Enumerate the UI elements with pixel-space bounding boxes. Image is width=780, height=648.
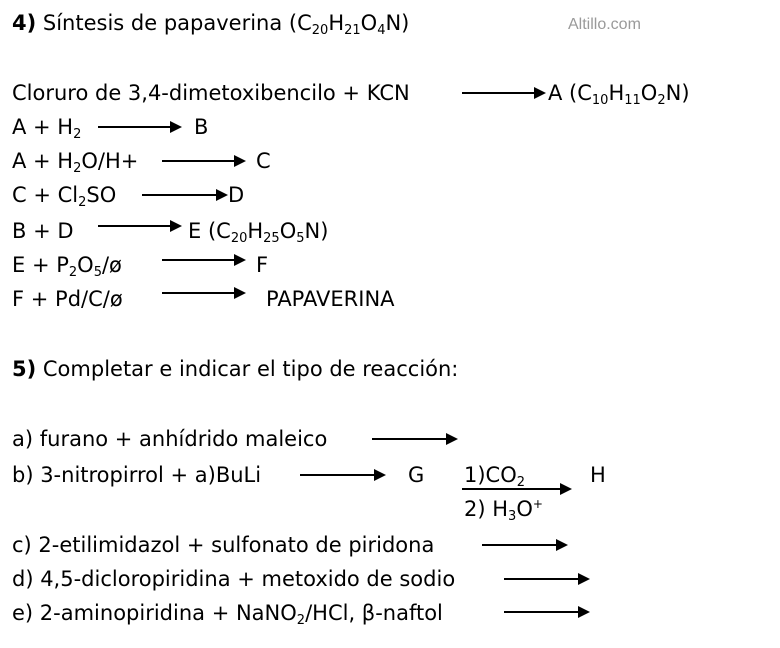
- formula-part: /ø: [101, 253, 122, 277]
- section-5-number: 5): [12, 357, 37, 381]
- subscript: 2: [73, 161, 82, 176]
- reaction-arrow: [462, 86, 546, 100]
- section-4-title: [12, 10, 409, 36]
- item-a: a) furano + anhídrido maleico: [12, 427, 328, 451]
- subscript: 2: [78, 195, 87, 210]
- reaction-4-product: D: [228, 183, 245, 207]
- formula-part: O: [279, 219, 297, 243]
- reaction-1-reactants: Cloruro de 3,4-dimetoxibencilo + KCN: [12, 81, 410, 105]
- section-4-number: 4): [12, 11, 37, 35]
- subscript: 5: [296, 231, 305, 246]
- title-text: Completar e indicar el tipo de reacción:: [36, 357, 459, 381]
- reaction-arrow: [504, 572, 590, 586]
- reaction-arrow: [98, 219, 182, 233]
- reaction-3-product: C: [256, 149, 271, 173]
- subscript: 11: [624, 93, 641, 108]
- subscript: 2: [657, 93, 666, 108]
- formula-part: e) 2-aminopiridina + NaNO: [12, 601, 297, 625]
- reaction-arrow: [462, 482, 572, 496]
- formula-part: N): [304, 219, 329, 243]
- formula-part: A (C: [548, 81, 592, 105]
- reaction-arrow: [162, 154, 246, 168]
- reaction-3-reactants: [12, 148, 138, 174]
- reaction-arrow: [98, 120, 182, 134]
- formula-part: /HCl, β-naftol: [305, 601, 443, 625]
- reaction-arrow: [300, 468, 386, 482]
- subscript: 2: [516, 475, 526, 490]
- reaction-7-product: PAPAVERINA: [266, 287, 395, 311]
- formula-part: H: [247, 219, 264, 243]
- formula-part: H: [608, 81, 625, 105]
- reaction-2-reactants: [12, 114, 81, 140]
- reaction-5-product: [188, 218, 328, 244]
- item-b-product: H: [590, 463, 606, 487]
- subscript: 2: [68, 265, 78, 280]
- subscript: 2: [73, 127, 82, 142]
- reaction-arrow: [142, 188, 228, 202]
- reaction-arrow: [162, 253, 246, 267]
- formula-part: O: [77, 253, 94, 277]
- formula-part: H: [328, 11, 345, 35]
- watermark-text: Altillo.com: [568, 16, 641, 33]
- formula-part: N): [665, 81, 690, 105]
- reaction-arrow: [482, 538, 568, 552]
- subscript: 25: [263, 231, 280, 246]
- subscript: 21: [344, 23, 361, 38]
- superscript: +: [532, 497, 543, 511]
- formula-part: A + H: [12, 149, 74, 173]
- formula-part: O: [640, 81, 658, 105]
- item-b: b) 3-nitropirrol + a)BuLi: [12, 463, 262, 487]
- formula-part: SO: [86, 183, 117, 207]
- subscript: 20: [230, 231, 248, 246]
- section-5-title: [12, 356, 458, 382]
- formula-part: E (C: [188, 219, 231, 243]
- item-c: c) 2-etilimidazol + sulfonato de piridona: [12, 533, 435, 557]
- title-text: Síntesis de papaverina (C: [36, 11, 312, 35]
- reaction-arrow: [372, 432, 458, 446]
- reaction-arrow: [162, 286, 246, 300]
- item-b-intermediate: G: [408, 463, 425, 487]
- subscript: 20: [311, 23, 329, 38]
- item-d: d) 4,5-dicloropiridina + metoxido de sodio: [12, 567, 456, 591]
- reaction-arrow: [504, 605, 590, 619]
- reaction-6-product: F: [256, 253, 269, 277]
- formula-part: 2) H: [464, 497, 509, 521]
- reaction-2-product: B: [194, 115, 209, 139]
- reaction-5-reactants: B + D: [12, 219, 74, 243]
- reaction-1-product: [548, 80, 690, 106]
- reaction-4-reactants: [12, 182, 116, 208]
- subscript: 2: [296, 613, 306, 628]
- formula-part: E + P: [12, 253, 69, 277]
- formula-part: O: [360, 11, 378, 35]
- formula-part: N): [385, 11, 410, 35]
- formula-part: 1)CO: [464, 463, 517, 487]
- subscript: 5: [93, 265, 102, 280]
- reaction-7-reactants: F + Pd/C/ø: [12, 287, 123, 311]
- subscript: 10: [591, 93, 609, 108]
- item-e: [12, 600, 443, 626]
- subscript: 3: [508, 509, 517, 524]
- formula-part: O: [516, 497, 533, 521]
- item-b-step2: [464, 496, 543, 522]
- formula-part: A + H: [12, 115, 74, 139]
- reaction-6-reactants: [12, 252, 122, 278]
- formula-part: C + Cl: [12, 183, 79, 207]
- subscript: 4: [377, 23, 386, 38]
- formula-part: O/H+: [81, 149, 139, 173]
